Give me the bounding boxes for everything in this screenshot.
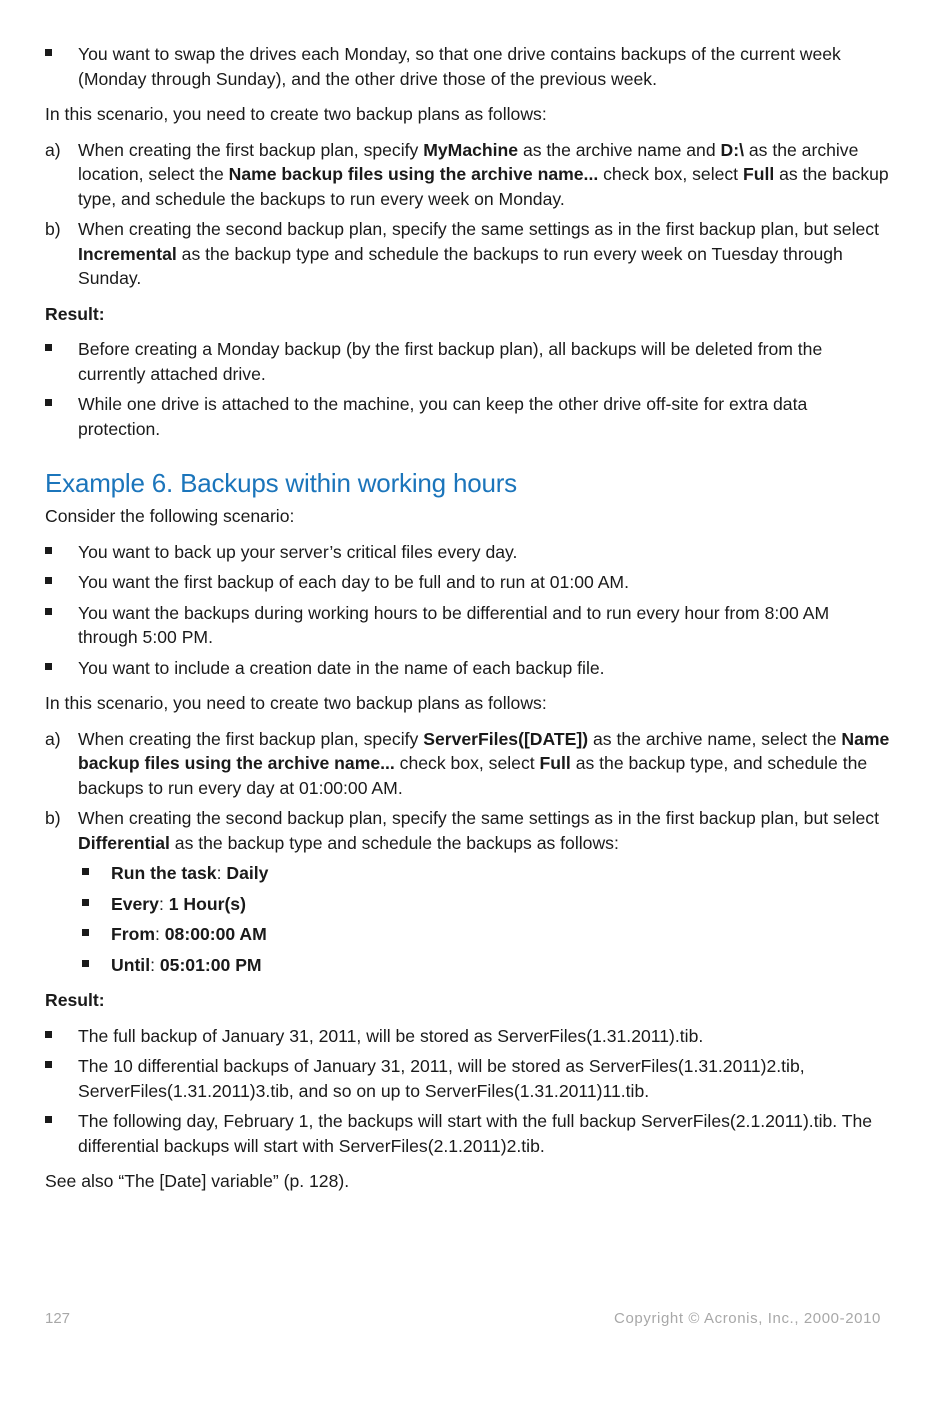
item-letter: b) (45, 808, 61, 828)
item-letter: a) (45, 139, 61, 160)
schedule-label: Every (111, 893, 159, 914)
bullet-marker (45, 399, 52, 406)
plan-text: as the backup type and schedule the backups as follows: (169, 832, 619, 853)
bullet-marker (45, 1031, 52, 1038)
bullet-marker (45, 663, 52, 670)
bullet-item (45, 540, 890, 565)
page-number: 127 (45, 1310, 71, 1327)
plan-text: as the backup type, and schedule the backups to run every week on Monday. (78, 164, 889, 209)
archive-name: ServerFiles([DATE]) (423, 728, 589, 749)
copyright-notice: Copyright © Acronis, Inc., 2000-2010 (614, 1310, 881, 1327)
bullet-marker (82, 960, 89, 967)
checkbox-name: Name backup files using the archive name... (78, 728, 890, 773)
schedule-item (45, 892, 890, 917)
bullet-marker (45, 1061, 52, 1068)
schedule-separator: : (154, 924, 165, 944)
plan-item-b (45, 217, 890, 291)
item-letter: a) (45, 728, 61, 749)
see-also-link[interactable]: See also “The [Date] variable” (p. 128). (45, 1171, 350, 1191)
bullet-item (45, 1109, 890, 1158)
paragraph-intro: In this scenario, you need to create two backup plans as follows: (45, 693, 547, 713)
backup-type: Incremental (78, 243, 177, 264)
plan-text: as the archive location, select the (78, 139, 859, 184)
bullet-marker (45, 1116, 52, 1123)
bullet-item (45, 656, 890, 681)
backup-type: Full (742, 164, 775, 184)
plan-text: check box, select (394, 753, 540, 773)
bullet-marker (45, 577, 52, 584)
bullet-text: You want to include a creation date in the name of each backup file. (78, 657, 605, 678)
bullet-marker (45, 49, 52, 56)
bullet-text: The 10 differential backups of January 31, 2011, will be stored as ServerFiles(1.31.2011)2.tib, ServerFiles(1.31.2011)3.tib, and so on up to ServerFiles(1.31.2011)11.tib. (78, 1056, 805, 1101)
item-letter: b) (45, 219, 61, 239)
paragraph-consider: Consider the following scenario: (45, 506, 295, 526)
schedule-item (45, 922, 890, 947)
document-body (45, 42, 890, 1194)
backup-type: Differential (78, 832, 170, 853)
bullet-marker (45, 608, 52, 615)
bullet-item (45, 337, 890, 386)
bullet-text: While one drive is attached to the machine, you can keep the other drive off-site for extra data protection. (78, 394, 808, 439)
bullet-marker (82, 929, 89, 936)
schedule-value: Daily (226, 863, 269, 883)
paragraph-intro: In this scenario, you need to create two backup plans as follows: (45, 104, 547, 124)
bullet-item (45, 1054, 890, 1103)
plan-text: When creating the first backup plan, specify (78, 139, 424, 160)
bullet-item (45, 601, 890, 650)
bullet-marker (45, 547, 52, 554)
plan-item-a (45, 727, 890, 801)
plan-text: When creating the first backup plan, specify (78, 728, 424, 749)
archive-name: MyMachine (423, 139, 519, 160)
bullet-item (45, 570, 890, 595)
plan-item-a (45, 138, 890, 212)
plan-text: When creating the second backup plan, specify the same settings as in the first backup plan, but select (78, 808, 879, 828)
bullet-text: The full backup of January 31, 2011, will be stored as ServerFiles(1.31.2011).tib. (78, 1025, 704, 1046)
schedule-label: Run the task (111, 863, 217, 883)
checkbox-name: Name backup files using the archive name... (228, 164, 599, 184)
schedule-value: 1 Hour(s) (168, 893, 246, 914)
bullet-item (45, 1024, 890, 1049)
plan-text: as the backup type and schedule the backups to run every week on Tuesday through Sunday. (78, 243, 843, 288)
plan-text: When creating the second backup plan, specify the same settings as in the first backup plan, but select (78, 219, 879, 239)
bullet-item (45, 392, 890, 441)
schedule-value: 05:01:00 PM (159, 954, 262, 975)
schedule-value: 08:00:00 AM (164, 924, 267, 944)
backup-type: Full (539, 753, 571, 773)
plan-text: as the archive name and (518, 139, 721, 160)
plan-text: as the backup type, and schedule the backups to run every day at 01:00:00 AM. (78, 753, 868, 798)
bullet-text: You want the backups during working hours to be differential and to run every hour from 8:00 AM through 5:00 PM. (78, 602, 830, 647)
schedule-item (45, 861, 890, 886)
bullet-marker (82, 899, 89, 906)
result-label-text: Result: (45, 990, 105, 1010)
bullet-marker (82, 868, 89, 875)
bullet-marker (45, 344, 52, 351)
schedule-separator: : (216, 863, 227, 883)
schedule-label: Until (111, 954, 151, 975)
plan-text: as the archive name, select the (588, 728, 842, 749)
result-label-text: Result: (45, 303, 105, 324)
schedule-separator: : (150, 954, 160, 975)
result-label (45, 988, 890, 1013)
bullet-text: You want the first backup of each day to be full and to run at 01:00 AM. (78, 572, 629, 592)
bullet-text: You want to back up your server’s critical files every day. (78, 541, 518, 562)
bullet-item (45, 42, 890, 91)
plan-text: check box, select (598, 164, 743, 184)
section-heading: Example 6. Backups within working hours (45, 468, 517, 498)
bullet-text: Before creating a Monday backup (by the first backup plan), all backups will be deleted from the currently attached drive. (78, 339, 823, 384)
result-label (45, 302, 890, 327)
schedule-item (45, 953, 890, 978)
schedule-separator: : (158, 893, 169, 914)
plan-item-b (45, 806, 890, 855)
bullet-text: You want to swap the drives each Monday, so that one drive contains backups of the current week (Monday through Sunday), and the other drive those of the previous week. (78, 44, 841, 89)
archive-location: D:\ (720, 139, 744, 160)
bullet-text: The following day, February 1, the backups will start with the full backup ServerFiles(2.1.2011).tib. The differential backups will start with ServerFiles(2.1.2011)2.tib. (78, 1111, 873, 1156)
schedule-label: From (111, 924, 155, 944)
